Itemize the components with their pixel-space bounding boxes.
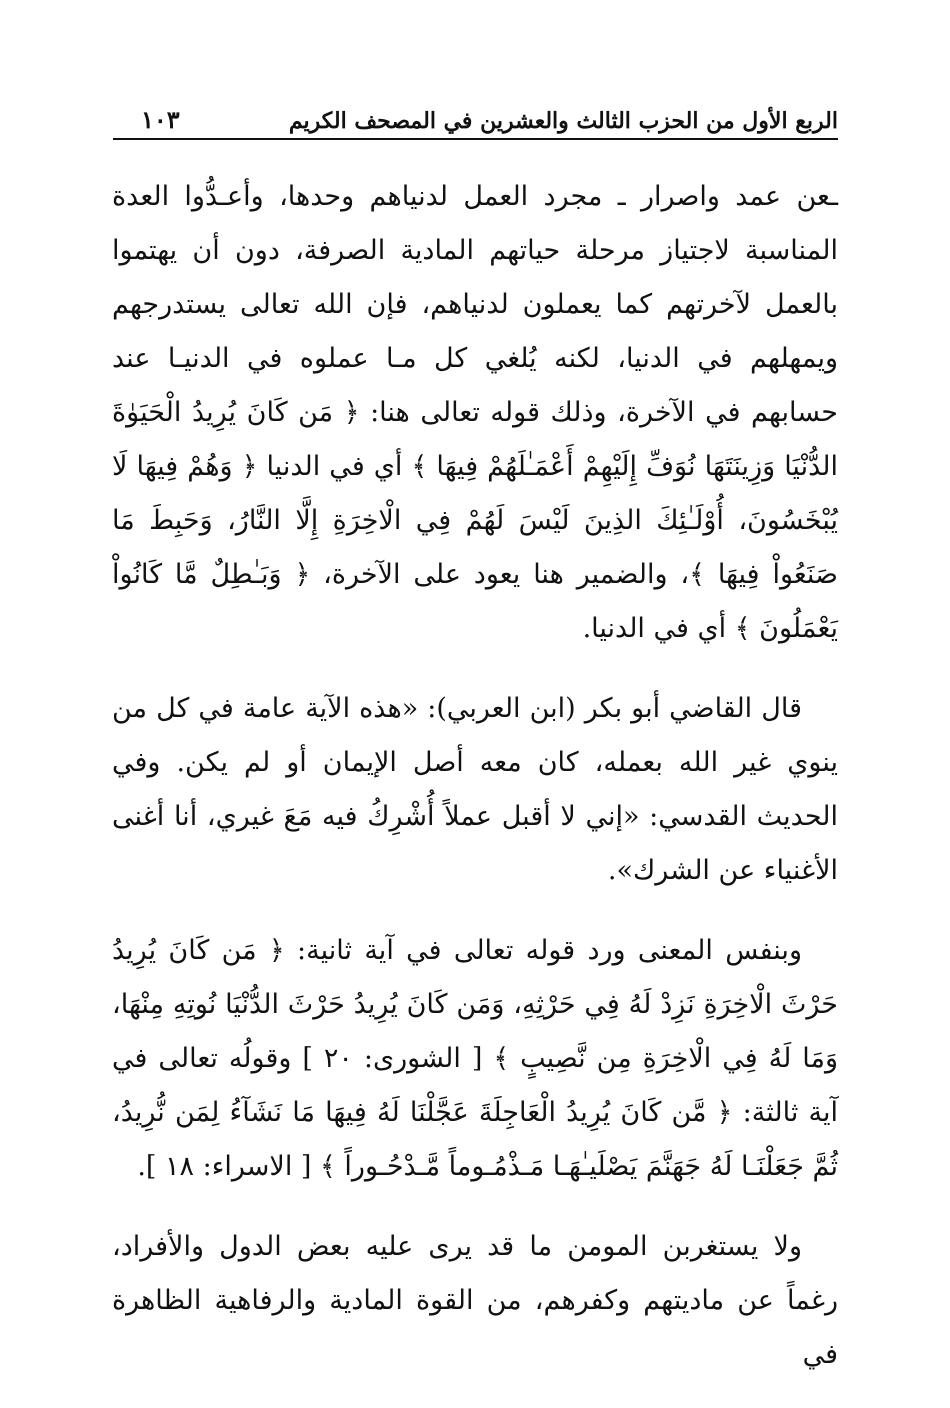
paragraph-4: ولا يستغربن المومن ما قد يرى عليه بعض الدول والأفراد، رغماً عن ماديتهم وكفرهم، من القوة المادية والرفاهية الظاهرة في	[112, 1231, 838, 1370]
running-title: الربع الأول من الحزب الثالث والعشرين في المصحف الكريم	[288, 108, 838, 134]
paragraph-2: قال القاضي أبو بكر (ابن العربي): «هذه الآية عامة في كل من ينوي غير الله بعمله، كان معه أصل الإيمان أو لم يكن. وفي الحديث القدسي: «إني لا أقبل عملاً أُشْرِكُ فيه مَعَ غيري، أنا أغنى الأغنياء عن الشرك».	[112, 693, 838, 886]
paragraph-3: وبنفس المعنى ورد قوله تعالى في آية ثانية: ﴿ مَن كَانَ يُرِيدُ حَرْثَ الْاخِرَةِ نَزِدْ لَهُ فِي حَرْثِهِ، وَمَن كَانَ يُرِيدُ حَرْثَ الدُّنْيَا نُوتِهِ مِنْهَا، وَمَا لَهُ فِي الْاخِرَةِ مِن نَّصِيبٍ ﴾ [ الشورى: ٢٠ ] وقولُه تعالى في آية ثالثة: ﴿ مَّن كَانَ يُرِيدُ الْعَاجِلَةَ عَجَّلْنَا لَهُ فِيهَا مَا نَشَآءُ لِمَن نُّرِيدُ، ثُمَّ جَعَلْنَـا لَهُ جَهَنَّمَ يَصْلَيـٰهَـا مَـذْمُـوماً مَّـدْحُـوراً ﴾ [ الاسراء: ١٨ ].	[112, 935, 839, 1182]
running-header	[113, 100, 838, 140]
paragraph-1: ـعن عمد واصرار ـ مجرد العمل لدنياهم وحدها، وأعـدُّوا العدة المناسبة لاجتياز مرحلة حياتهم المادية الصرفة، دون أن يهتموا بالعمل لآخرتهم كما يعملون لدنياهم، فإن الله تعالى يستدرجهم ويمهلهم في الدنيا، لكنه يُلغي كل مـا عملوه في الدنيـا عند حسابهم في الآخرة، وذلك قوله تعالى هنا: ﴿ مَن كَانَ يُرِيدُ الْحَيَوٰةَ الدُّنْيَا وَزِينَتَهَا نُوَفِّ إِلَيْهِمْ أَعْمَـٰلَهُمْ فِيهَا ﴾ أي في الدنيا ﴿ وَهُمْ فِيهَا لَا يُبْخَسُونَ، أُوْلَـٰئِكَ الذِينَ لَيْسَ لَهُمْ فِي الْاخِرَةِ إِلَّا النَّارُ، وَحَبِطَ مَا صَنَعُواْ فِيهَا ﴾، والضمير هنا يعود على الآخرة، ﴿ وَبَـٰطِلٌ مَّا كَانُواْ يَعْمَلُونَ ﴾ أي في الدنيا.	[112, 181, 838, 644]
body-text	[112, 170, 838, 1408]
page-number: ١٠٣	[141, 105, 180, 134]
